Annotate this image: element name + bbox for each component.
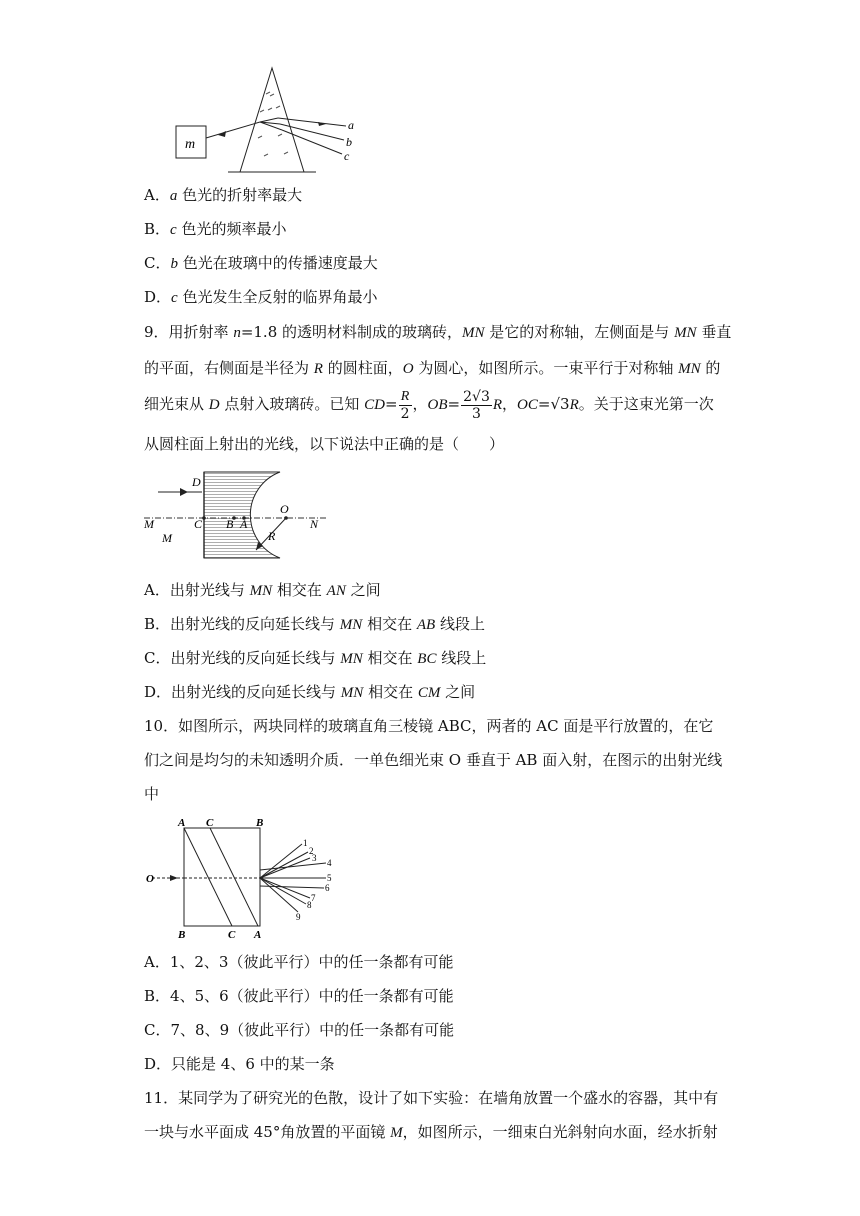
q10-option-d: D．只能是 4、6 中的某一条	[144, 1055, 335, 1073]
label-b: B	[226, 517, 234, 531]
q9-stem-line1: 9．用折射率 n=1.8 的透明材料制成的玻璃砖，MN 是它的对称轴，左侧面是与 MN 垂直	[144, 323, 732, 341]
ray-label-2: 2	[309, 846, 314, 856]
ac-face-left	[184, 828, 232, 926]
q10-stem-line2: 们之间是均匀的未知透明介质．一单色细光束 O 垂直于 AB 面入射，在图示的出射光线	[144, 751, 723, 769]
q10-option-b: B．4、5、6（彼此平行）中的任一条都有可能	[144, 987, 454, 1005]
fraction-2sqrt3-over-3: $\frac{2√3}{3}$	[463, 388, 490, 422]
fraction-r-over-2: $\frac{R}{2}$	[400, 388, 410, 422]
q10-stem-line3: 中	[144, 785, 160, 803]
ac-face-right	[210, 828, 258, 926]
q9-stem-line4: 从圆柱面上射出的光线，以下说法中正确的是（ ）	[144, 435, 505, 453]
label-m-below: M	[162, 531, 172, 545]
q9-stem-line2: 的平面，右侧面是半径为 R 的圆柱面，O 为圆心，如图所示。一束平行于对称轴 MN 的	[144, 359, 721, 377]
prism-pair-outline	[184, 828, 260, 926]
q9-option-d: D．出射光线的反向延长线与 MN 相交在 CM 之间	[144, 683, 476, 701]
label-a: a	[348, 118, 354, 132]
label-d: D	[192, 475, 201, 489]
ray-label-8: 8	[307, 900, 312, 910]
double-prism-figure	[140, 814, 350, 944]
q9-stem-line3: 细光束从 D 点射入玻璃砖。已知 CD= $\frac{R}{2}$ ，OB= $\frac{2√3}{3}$ R，OC=√3R。关于这束光第一次	[144, 388, 714, 422]
q9-option-b: B．出射光线的反向延长线与 MN 相交在 AB 线段上	[144, 615, 485, 633]
q8-option-b: B．c 色光的频率最小	[144, 220, 287, 238]
label-o: O	[146, 873, 154, 885]
label-r: R	[268, 529, 276, 543]
label-b-bottom: B	[178, 929, 186, 941]
label-c: C	[194, 517, 203, 531]
q10-option-a: A．1、2、3（彼此平行）中的任一条都有可能	[144, 953, 454, 971]
label-b: b	[346, 135, 352, 149]
q8-option-a: A．a 色光的折射率最大	[144, 186, 303, 204]
label-m: M	[144, 517, 154, 531]
label-m: m	[185, 137, 196, 152]
prism-figure	[168, 64, 368, 176]
glass-brick-figure	[140, 466, 330, 566]
q8-option-c: C．b 色光在玻璃中的传播速度最大	[144, 254, 378, 272]
label-a-bottom: A	[254, 929, 262, 941]
ray-label-4: 4	[327, 858, 332, 868]
label-a-top: A	[178, 817, 186, 829]
ray-label-9: 9	[296, 912, 301, 922]
q11-stem-line2: 一块与水平面成 45°角放置的平面镜 M，如图所示，一细束白光斜射向水面，经水折射	[144, 1123, 718, 1141]
label-n: N	[310, 517, 319, 531]
q11-stem-line1: 11．某同学为了研究光的色散，设计了如下实验：在墙角放置一个盛水的容器，其中有	[144, 1089, 719, 1107]
label-c: c	[344, 149, 350, 163]
ray-label-6: 6	[325, 883, 330, 893]
label-c-bottom: C	[228, 929, 236, 941]
q9-option-c: C．出射光线的反向延长线与 MN 相交在 BC 线段上	[144, 649, 487, 667]
q10-stem-line1: 10．如图所示，两块同样的玻璃直角三棱镜 ABC，两者的 AC 面是平行放置的，在它	[144, 717, 714, 735]
q8-option-d: D．c 色光发生全反射的临界角最小	[144, 288, 378, 306]
label-a: A	[240, 517, 248, 531]
q10-option-c: C．7、8、9（彼此平行）中的任一条都有可能	[144, 1021, 455, 1039]
q9-option-a: A．出射光线与 MN 相交在 AN 之间	[144, 581, 381, 599]
ray-label-7: 7	[311, 893, 316, 903]
ray-label-5: 5	[327, 873, 332, 883]
ray-label-3: 3	[312, 853, 317, 863]
label-o: O	[280, 502, 289, 516]
glass-brick-body	[204, 472, 280, 558]
label-c-top: C	[206, 817, 214, 829]
label-b-top: B	[256, 817, 264, 829]
ray-label-1: 1	[303, 838, 308, 848]
